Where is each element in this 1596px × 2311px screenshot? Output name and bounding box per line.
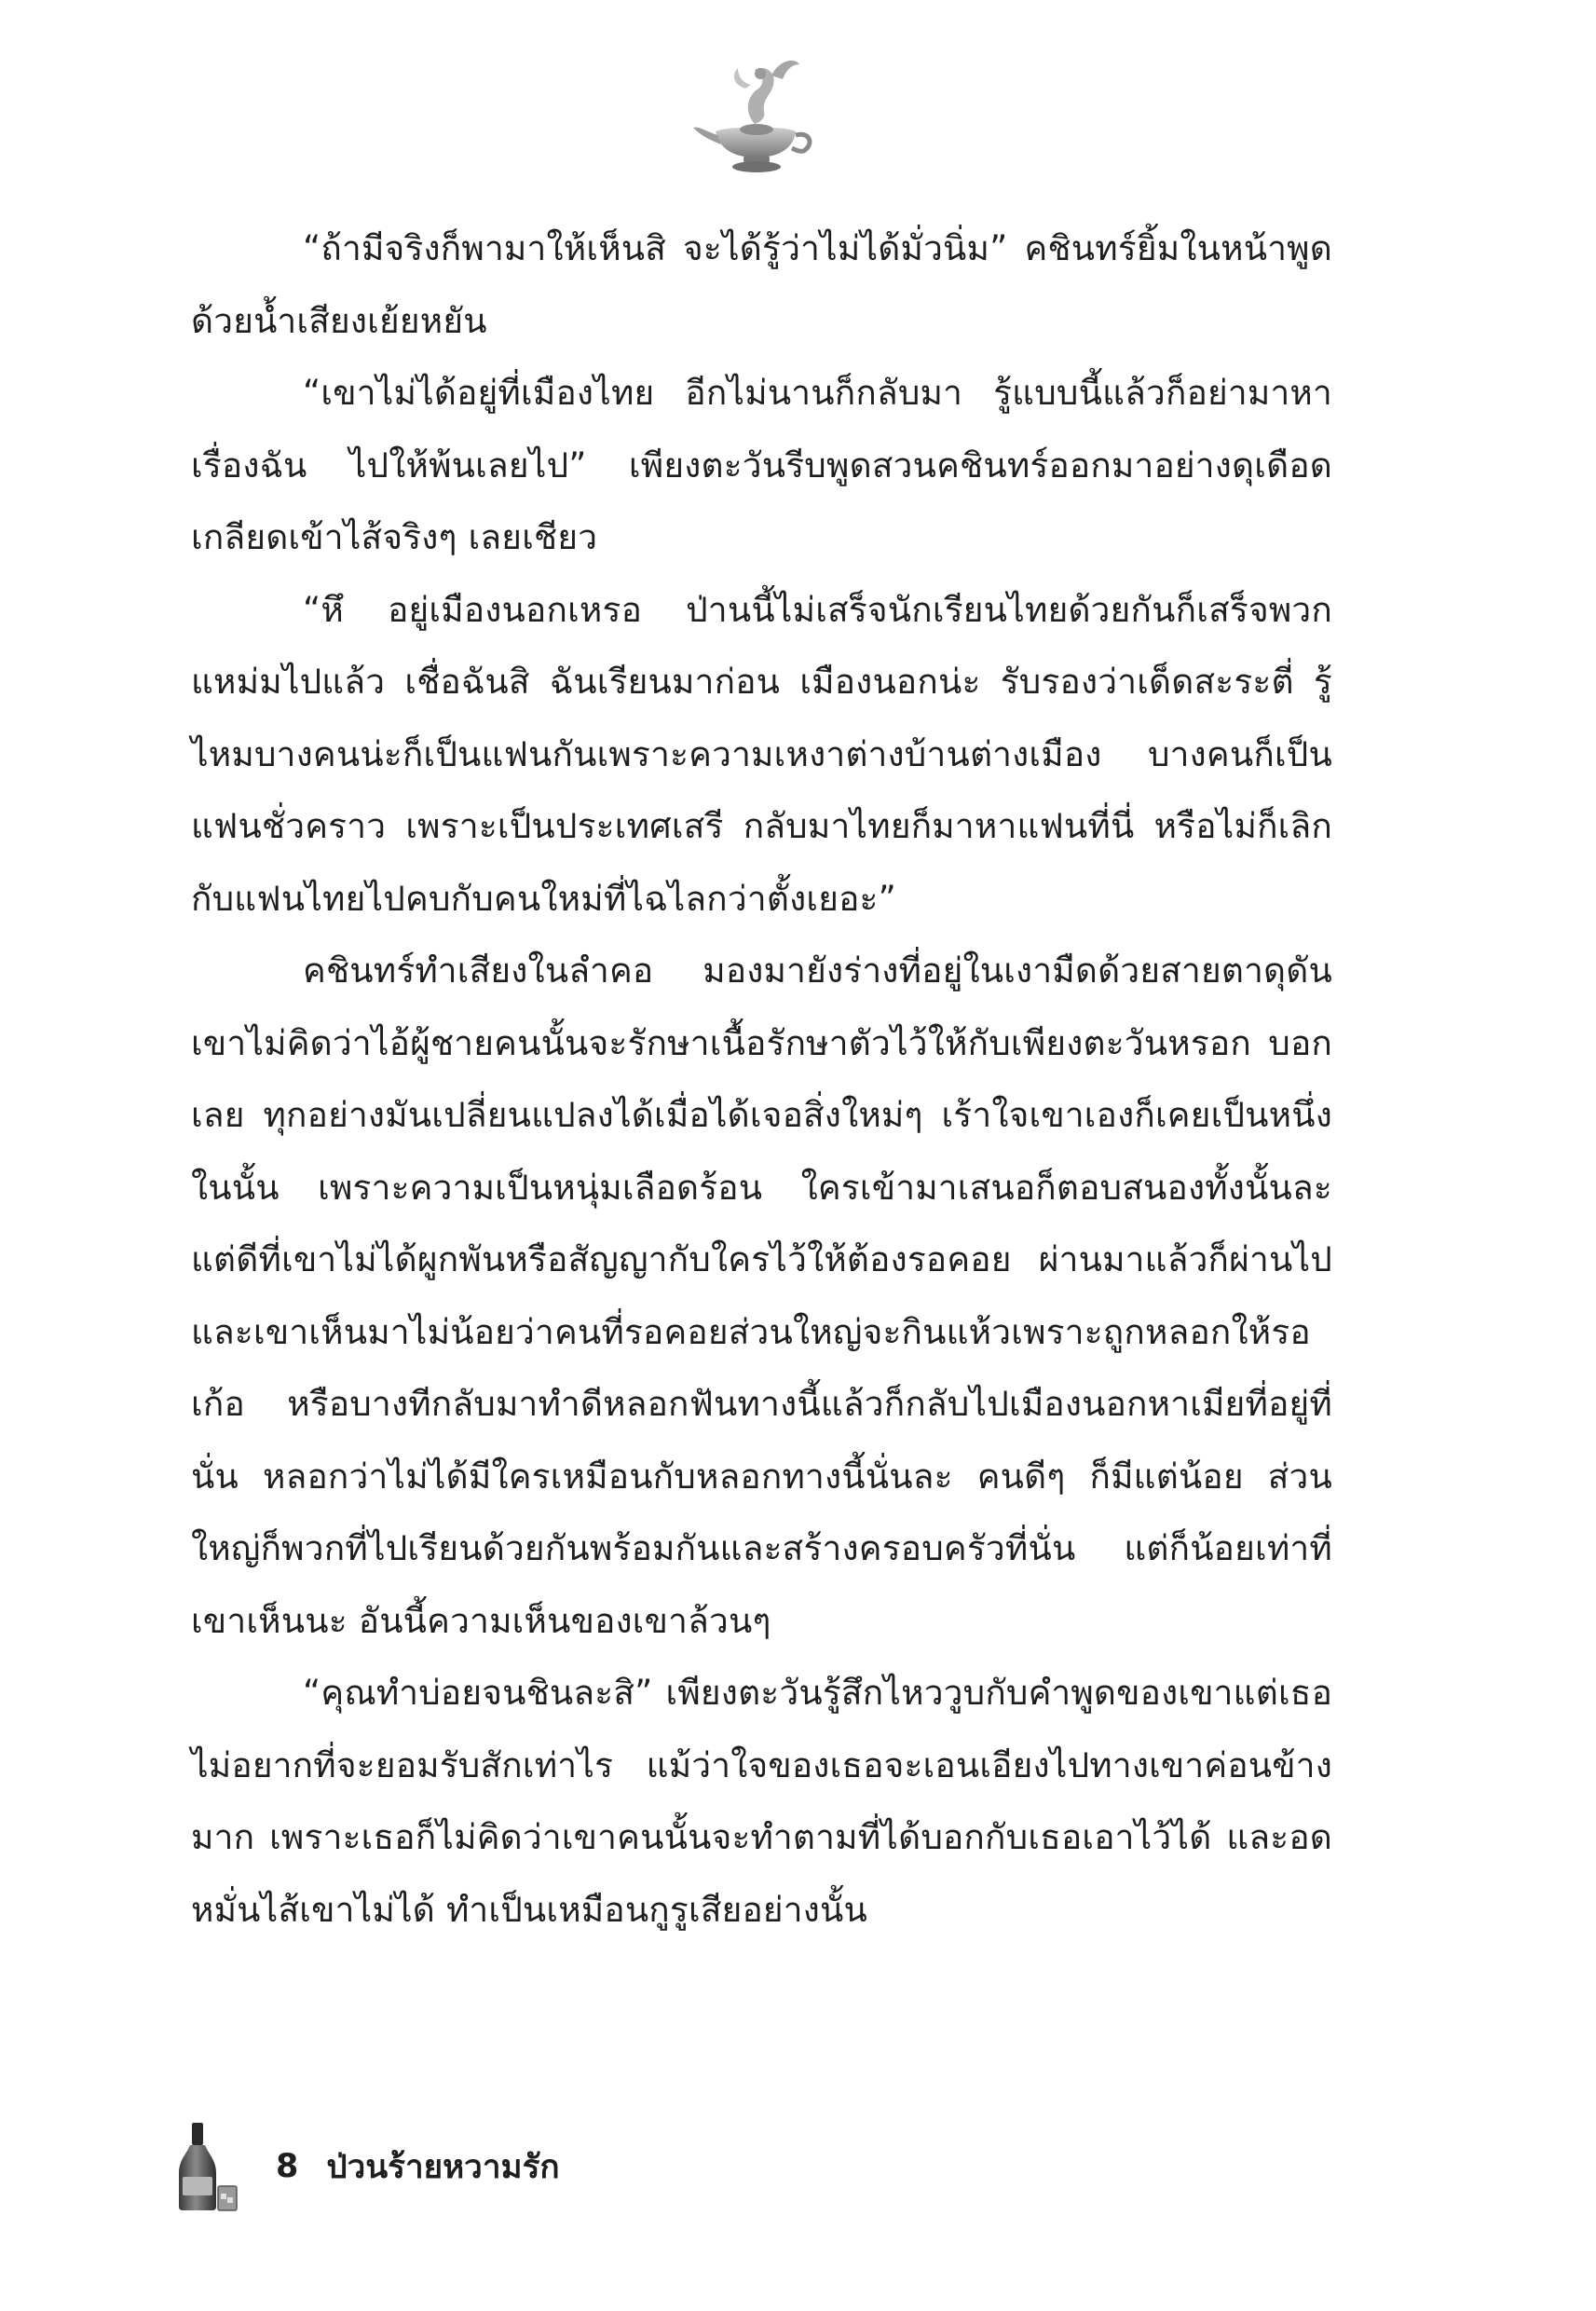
- paragraph: “คุณทำบ่อยจนชินละสิ” เพียงตะวันรู้สึกไหววูบกับคำพูดของเขาแต่เธอไม่อยากที่จะยอมรับสักเท่าไร แม้ว่าใจของเธอจะเอนเอียงไปทางเขาค่อนข้างมาก เพราะเธอก็ไม่คิดว่าเขาคนนั้นจะทำตามที่ได้บอกกับเธอเอาไว้ได้ และอดหมั่นไส้เขาไม่ได้ ทำเป็นเหมือนกูรูเสียอย่างนั้น: [191, 1673, 1332, 1930]
- page-footer: [177, 2120, 560, 2213]
- paragraph: คชินทร์ทำเสียงในลำคอ มองมายังร่างที่อยู่ในเงามืดด้วยสายตาดุดัน เขาไม่คิดว่าไอ้ผู้ชายคนนั้นจะรักษาเนื้อรักษาตัวไว้ให้กับเพียงตะวันหรอก บอกเลย ทุกอย่างมันเปลี่ยนแปลงได้เมื่อได้เจอสิ่งใหม่ๆ เร้าใจเขาเองก็เคยเป็นหนึ่งในนั้น เพราะความเป็นหนุ่มเลือดร้อน ใครเข้ามาเสนอก็ตอบสนองทั้งนั้นละ แต่ดีที่เขาไม่ได้ผูกพันหรือสัญญากับใครไว้ให้ต้องรอคอย ผ่านมาแล้วก็ผ่านไป และเขาเห็นมาไม่น้อยว่าคนที่รอคอยส่วนใหญ่จะกินแห้วเพราะถูกหลอกให้รอเก้อ หรือบางทีกลับมาทำดีหลอกฟันทางนี้แล้วก็กลับไปเมืองนอกหาเมียที่อยู่ที่นั่น หลอกว่าไม่ได้มีใครเหมือนกับหลอกทางนี้นั่นละ คนดีๆ ก็มีแต่น้อย ส่วนใหญ่ก็พวกที่ไปเรียนด้วยกันพร้อมกันและสร้างครอบครัวที่นั่น แต่ก็น้อยเท่าที่เขาเห็นนะ อันนี้ความเห็นของเขาล้วนๆ: [191, 950, 1332, 1641]
- genie-lamp-icon: [689, 51, 820, 177]
- liquor-bottle-and-glass-icon: [177, 2121, 239, 2212]
- paragraph: “เขาไม่ได้อยู่ที่เมืองไทย อีกไม่นานก็กลับมา รู้แบบนี้แล้วก็อย่ามาหาเรื่องฉัน ไปให้พ้นเลยไป” เพียงตะวันรีบพูดสวนคชินทร์ออกมาอย่างดุเดือด เกลียดเข้าไส้จริงๆ เลยเชียว: [191, 373, 1332, 557]
- story-text: [191, 212, 1332, 1946]
- book-title: ป่วนร้ายหวามรัก: [326, 2148, 560, 2186]
- paragraph: “หึ อยู่เมืองนอกเหรอ ป่านนี้ไม่เสร็จนักเรียนไทยด้วยกันก็เสร็จพวกแหม่มไปแล้ว เชื่อฉันสิ ฉันเรียนมาก่อน เมืองนอกน่ะ รับรองว่าเด็ดสะระตี่ รู้ไหมบางคนน่ะก็เป็นแฟนกันเพราะความเหงาต่างบ้านต่างเมือง บางคนก็เป็นแฟนชั่วคราว เพราะเป็นประเทศเสรี กลับมาไทยก็มาหาแฟนที่นี่ หรือไม่ก็เลิกกับแฟนไทยไปคบกับคนใหม่ที่ไฉไลกว่าตั้งเยอะ”: [191, 589, 1332, 919]
- paragraph: “ถ้ามีจริงก็พามาให้เห็นสิ จะได้รู้ว่าไม่ได้มั่วนิ่ม” คชินทร์ยิ้มในหน้าพูดด้วยน้ำเสียงเย้ยหยัน: [191, 228, 1332, 341]
- page-number: 8: [276, 2148, 299, 2185]
